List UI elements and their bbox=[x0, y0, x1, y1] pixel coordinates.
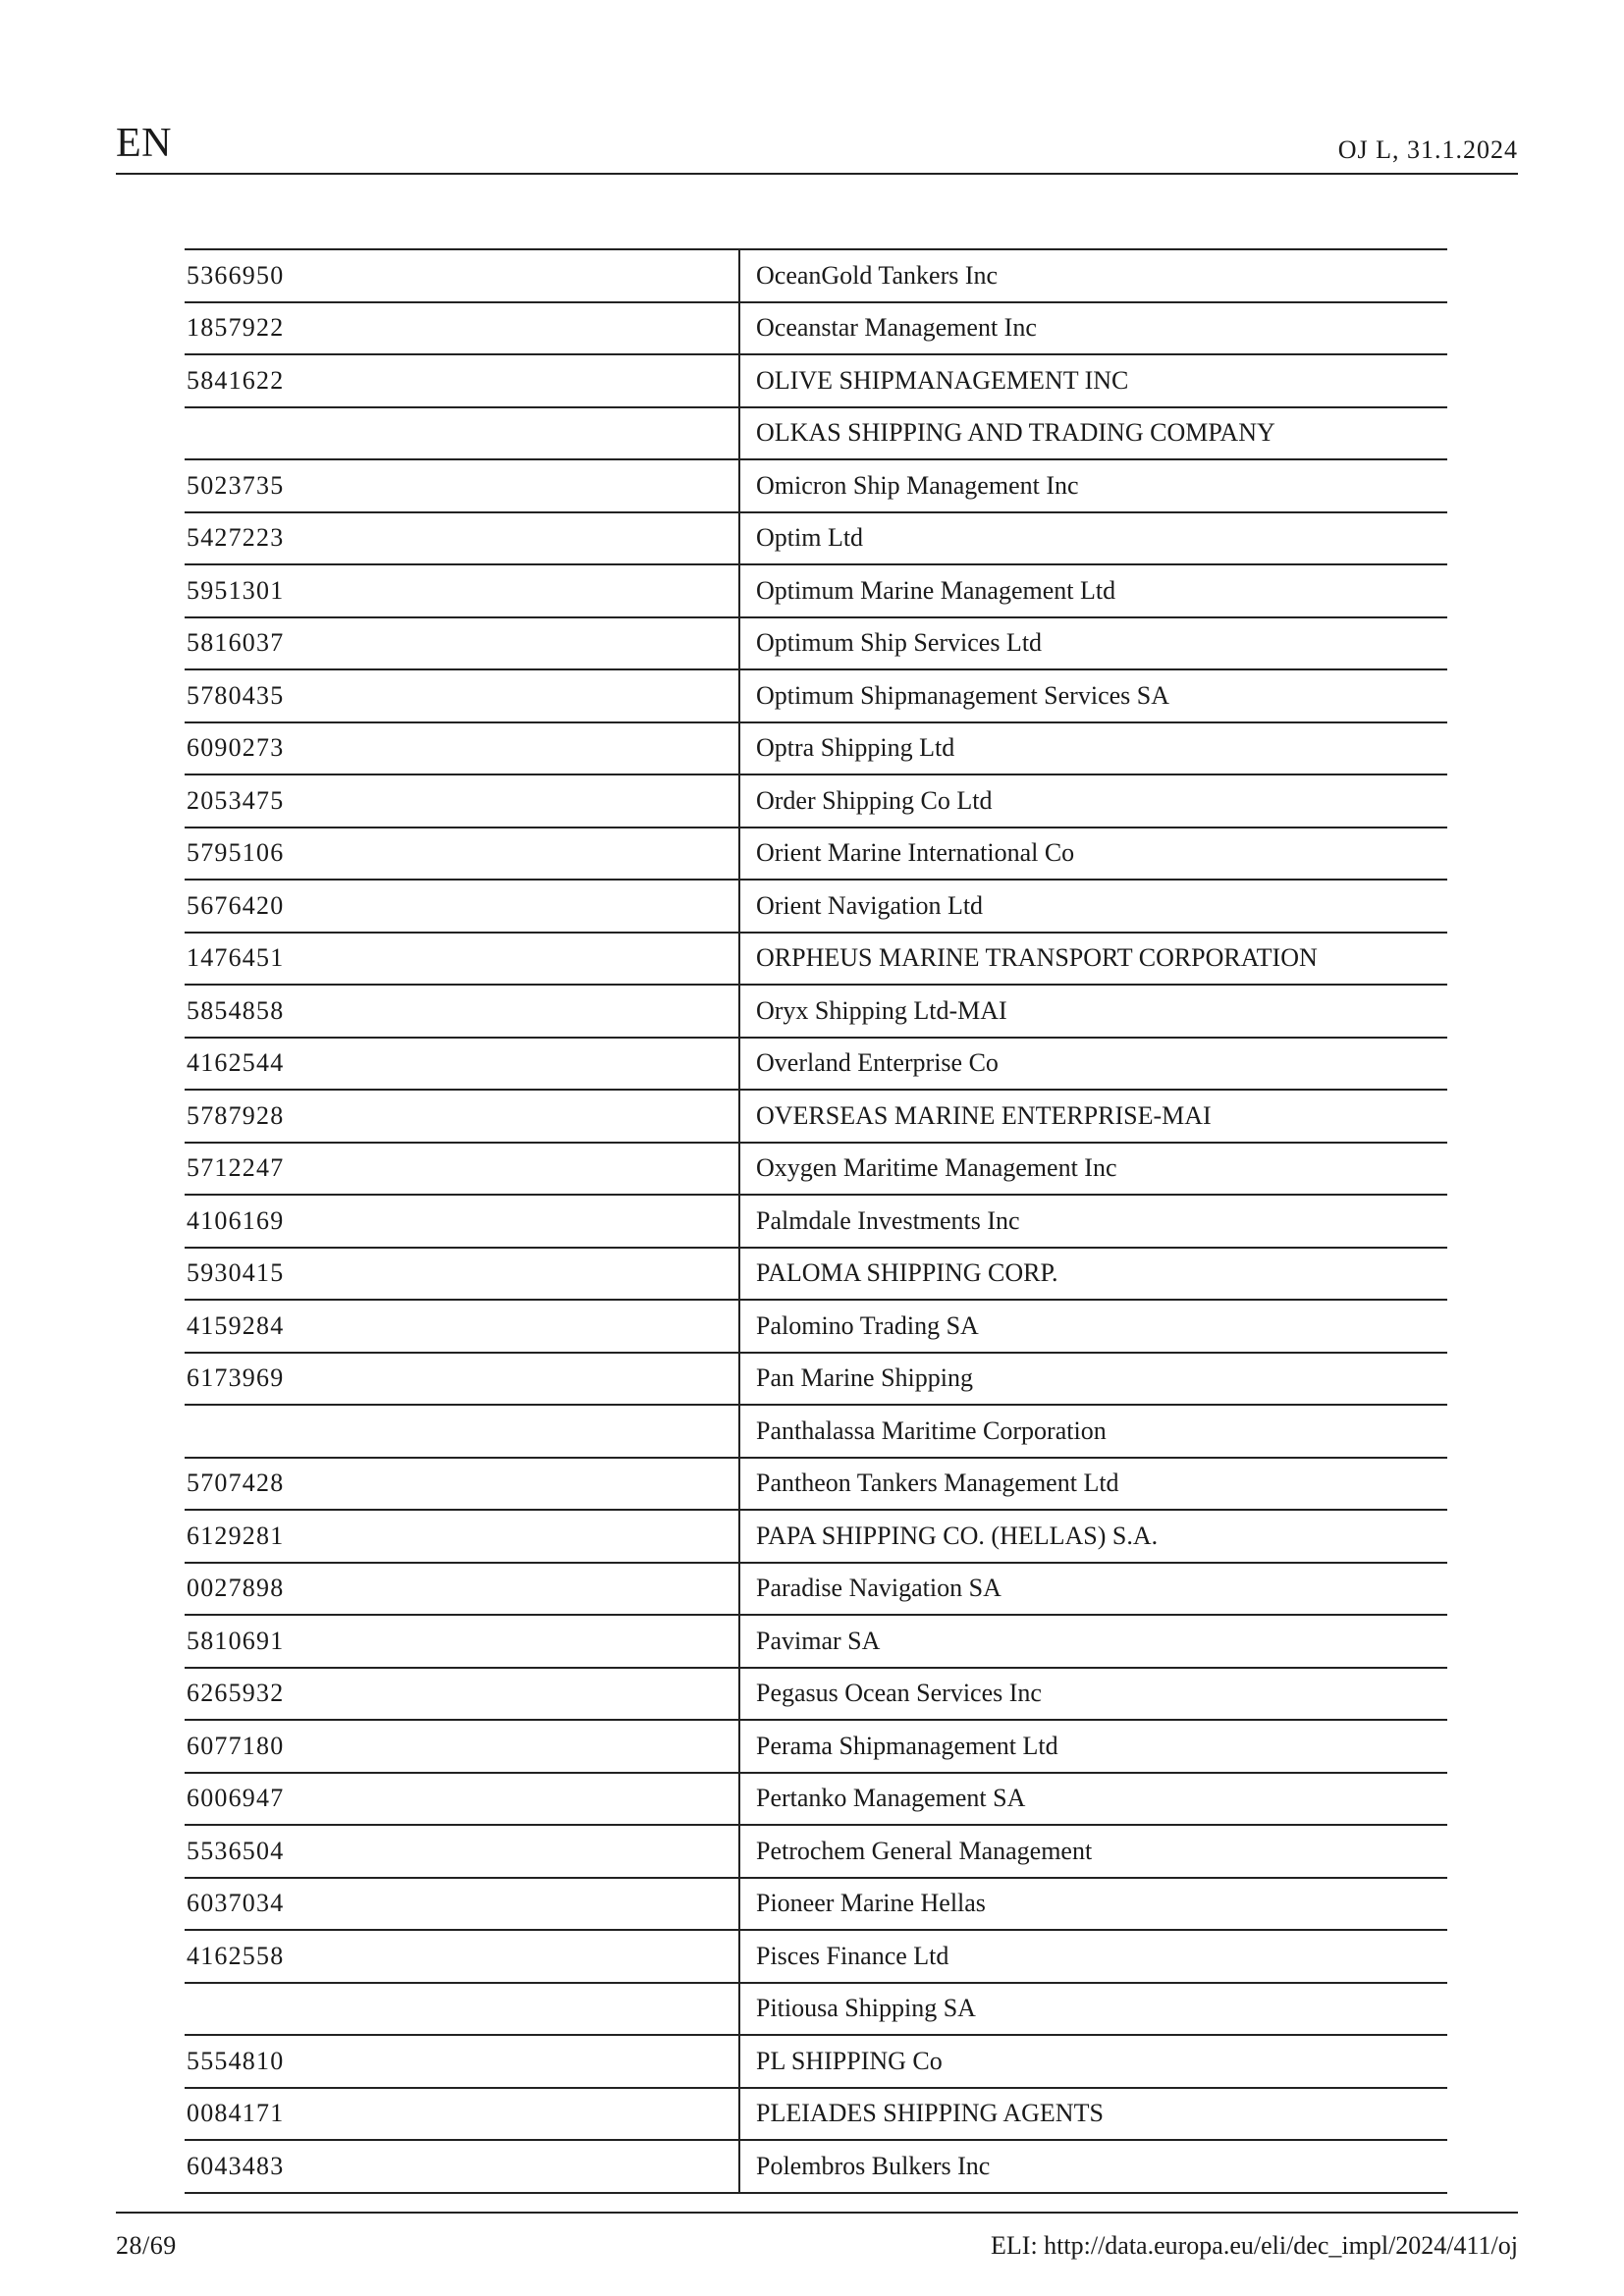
company-name-cell: Palomino Trading SA bbox=[739, 1300, 1447, 1353]
company-number-cell bbox=[185, 1983, 739, 2036]
company-table bbox=[185, 248, 1447, 2194]
company-name-cell: Optim Ltd bbox=[739, 512, 1447, 565]
table-row bbox=[185, 302, 1447, 355]
table-row bbox=[185, 2035, 1447, 2088]
company-number-cell: 6006947 bbox=[185, 1773, 739, 1826]
table-row bbox=[185, 1038, 1447, 1091]
company-number-cell: 5780435 bbox=[185, 669, 739, 722]
table-row bbox=[185, 1563, 1447, 1616]
company-name-cell: Panthalassa Maritime Corporation bbox=[739, 1405, 1447, 1458]
page-footer bbox=[116, 2212, 1518, 2272]
company-name-cell: PALOMA SHIPPING CORP. bbox=[739, 1248, 1447, 1301]
company-number-cell: 5707428 bbox=[185, 1458, 739, 1511]
table-row bbox=[185, 512, 1447, 565]
company-number-cell: 6265932 bbox=[185, 1668, 739, 1721]
company-number-cell: 6129281 bbox=[185, 1510, 739, 1563]
table-row bbox=[185, 617, 1447, 670]
company-number-cell: 5930415 bbox=[185, 1248, 739, 1301]
company-number-cell: 5816037 bbox=[185, 617, 739, 670]
company-number-cell: 5554810 bbox=[185, 2035, 739, 2088]
company-number-cell: 5712247 bbox=[185, 1143, 739, 1196]
company-number-cell: 6037034 bbox=[185, 1878, 739, 1931]
table-row bbox=[185, 1405, 1447, 1458]
company-number-cell: 0027898 bbox=[185, 1563, 739, 1616]
table-row bbox=[185, 1195, 1447, 1248]
page-header bbox=[116, 116, 1518, 175]
table-row bbox=[185, 459, 1447, 512]
company-number-cell: 5676420 bbox=[185, 880, 739, 933]
table-row bbox=[185, 1825, 1447, 1878]
table-row bbox=[185, 933, 1447, 986]
table-row bbox=[185, 1615, 1447, 1668]
table-row bbox=[185, 249, 1447, 302]
company-number-cell: 5427223 bbox=[185, 512, 739, 565]
table-row bbox=[185, 774, 1447, 828]
company-name-cell: Order Shipping Co Ltd bbox=[739, 774, 1447, 828]
table-row bbox=[185, 1773, 1447, 1826]
company-name-cell: Oryx Shipping Ltd-MAI bbox=[739, 985, 1447, 1038]
company-name-cell: Oceanstar Management Inc bbox=[739, 302, 1447, 355]
table-row bbox=[185, 1983, 1447, 2036]
table-row bbox=[185, 1668, 1447, 1721]
table-row bbox=[185, 2140, 1447, 2193]
company-name-cell: Optimum Shipmanagement Services SA bbox=[739, 669, 1447, 722]
table-row bbox=[185, 1353, 1447, 1406]
company-name-cell: PLEIADES SHIPPING AGENTS bbox=[739, 2088, 1447, 2141]
company-name-cell: Pantheon Tankers Management Ltd bbox=[739, 1458, 1447, 1511]
eli-link[interactable]: ELI: http://data.europa.eu/eli/dec_impl/2024/411/oj bbox=[991, 2231, 1518, 2260]
table-row bbox=[185, 828, 1447, 881]
company-number-cell: 5810691 bbox=[185, 1615, 739, 1668]
table-row bbox=[185, 880, 1447, 933]
company-name-cell: Overland Enterprise Co bbox=[739, 1038, 1447, 1091]
company-number-cell: 6077180 bbox=[185, 1720, 739, 1773]
company-name-cell: OLKAS SHIPPING AND TRADING COMPANY bbox=[739, 407, 1447, 460]
company-number-cell bbox=[185, 1405, 739, 1458]
table-row bbox=[185, 1720, 1447, 1773]
table-row bbox=[185, 407, 1447, 460]
company-name-cell: Pitiousa Shipping SA bbox=[739, 1983, 1447, 2036]
journal-reference: OJ L, 31.1.2024 bbox=[1337, 135, 1518, 164]
table-row bbox=[185, 1090, 1447, 1143]
table-row bbox=[185, 2088, 1447, 2141]
company-number-cell: 5951301 bbox=[185, 564, 739, 617]
company-number-cell: 1857922 bbox=[185, 302, 739, 355]
table-row bbox=[185, 1300, 1447, 1353]
company-number-cell: 5366950 bbox=[185, 249, 739, 302]
company-name-cell: Omicron Ship Management Inc bbox=[739, 459, 1447, 512]
company-name-cell: Optimum Ship Services Ltd bbox=[739, 617, 1447, 670]
company-number-cell: 5854858 bbox=[185, 985, 739, 1038]
company-number-cell: 4159284 bbox=[185, 1300, 739, 1353]
company-number-cell: 6090273 bbox=[185, 722, 739, 775]
table-row bbox=[185, 564, 1447, 617]
company-name-cell: OLIVE SHIPMANAGEMENT INC bbox=[739, 354, 1447, 407]
company-name-cell: ORPHEUS MARINE TRANSPORT CORPORATION bbox=[739, 933, 1447, 986]
company-number-cell: 6043483 bbox=[185, 2140, 739, 2193]
company-name-cell: Optimum Marine Management Ltd bbox=[739, 564, 1447, 617]
company-name-cell: Pan Marine Shipping bbox=[739, 1353, 1447, 1406]
company-number-cell: 1476451 bbox=[185, 933, 739, 986]
company-number-cell: 5787928 bbox=[185, 1090, 739, 1143]
table-row bbox=[185, 1458, 1447, 1511]
company-name-cell: Palmdale Investments Inc bbox=[739, 1195, 1447, 1248]
company-name-cell: Oxygen Maritime Management Inc bbox=[739, 1143, 1447, 1196]
company-name-cell: Paradise Navigation SA bbox=[739, 1563, 1447, 1616]
company-number-cell bbox=[185, 407, 739, 460]
table-row bbox=[185, 1248, 1447, 1301]
table-row bbox=[185, 669, 1447, 722]
company-number-cell: 4162558 bbox=[185, 1930, 739, 1983]
table-row bbox=[185, 1878, 1447, 1931]
language-code: EN bbox=[116, 121, 172, 166]
company-name-cell: Petrochem General Management bbox=[739, 1825, 1447, 1878]
company-number-cell: 5536504 bbox=[185, 1825, 739, 1878]
table-row bbox=[185, 985, 1447, 1038]
company-name-cell: Perama Shipmanagement Ltd bbox=[739, 1720, 1447, 1773]
company-number-cell: 0084171 bbox=[185, 2088, 739, 2141]
company-name-cell: Pioneer Marine Hellas bbox=[739, 1878, 1447, 1931]
company-name-cell: Polembros Bulkers Inc bbox=[739, 2140, 1447, 2193]
company-name-cell: PL SHIPPING Co bbox=[739, 2035, 1447, 2088]
company-number-cell: 5795106 bbox=[185, 828, 739, 881]
table-row bbox=[185, 1510, 1447, 1563]
table-row bbox=[185, 1143, 1447, 1196]
company-number-cell: 5023735 bbox=[185, 459, 739, 512]
company-name-cell: PAPA SHIPPING CO. (HELLAS) S.A. bbox=[739, 1510, 1447, 1563]
company-name-cell: OVERSEAS MARINE ENTERPRISE-MAI bbox=[739, 1090, 1447, 1143]
table-row bbox=[185, 1930, 1447, 1983]
company-name-cell: Orient Navigation Ltd bbox=[739, 880, 1447, 933]
company-name-cell: Pegasus Ocean Services Inc bbox=[739, 1668, 1447, 1721]
company-name-cell: Pisces Finance Ltd bbox=[739, 1930, 1447, 1983]
company-table-body bbox=[185, 249, 1447, 2193]
company-name-cell: OceanGold Tankers Inc bbox=[739, 249, 1447, 302]
table-row bbox=[185, 354, 1447, 407]
page-number: 28/69 bbox=[116, 2231, 177, 2260]
company-name-cell: Pavimar SA bbox=[739, 1615, 1447, 1668]
company-number-cell: 4162544 bbox=[185, 1038, 739, 1091]
company-number-cell: 5841622 bbox=[185, 354, 739, 407]
company-name-cell: Pertanko Management SA bbox=[739, 1773, 1447, 1826]
company-number-cell: 2053475 bbox=[185, 774, 739, 828]
company-name-cell: Orient Marine International Co bbox=[739, 828, 1447, 881]
company-number-cell: 6173969 bbox=[185, 1353, 739, 1406]
table-row bbox=[185, 722, 1447, 775]
company-name-cell: Optra Shipping Ltd bbox=[739, 722, 1447, 775]
company-number-cell: 4106169 bbox=[185, 1195, 739, 1248]
